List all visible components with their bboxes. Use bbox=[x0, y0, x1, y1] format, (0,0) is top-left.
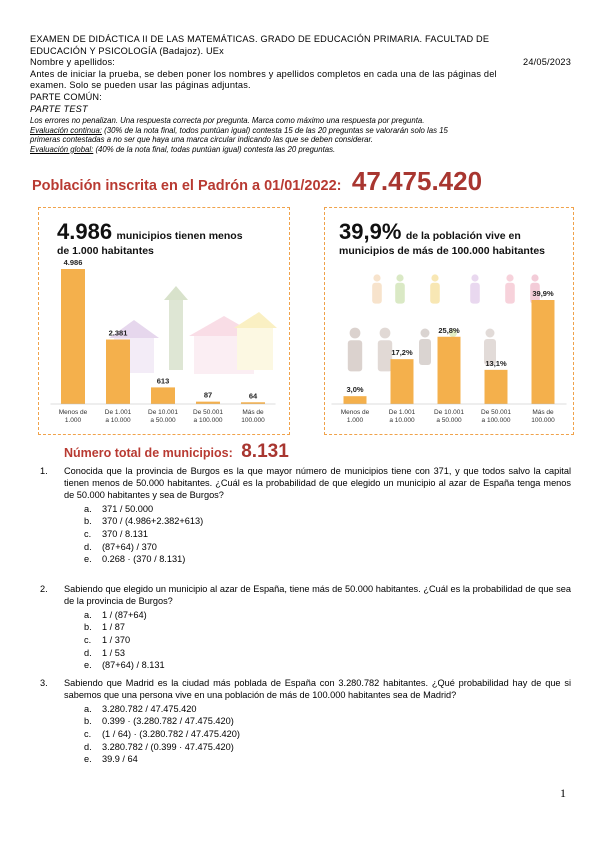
option-letter: e. bbox=[84, 754, 92, 765]
option-a[interactable] bbox=[40, 610, 571, 623]
category-label: Menos de bbox=[340, 409, 370, 416]
instruction-line-2: examen. Solo se pueden usar las páginas adjuntas. bbox=[30, 80, 251, 91]
option-text: 370 / (4.986+2.382+613) bbox=[102, 516, 204, 527]
municipalities-chart-panel bbox=[38, 207, 290, 435]
option-text: (87+64) / 370 bbox=[102, 541, 157, 552]
bar-3 bbox=[196, 402, 220, 404]
bar-value-label: 87 bbox=[203, 390, 213, 400]
bar-value-label: 4.986 bbox=[63, 258, 83, 267]
option-text: 1 / 87 bbox=[102, 622, 125, 633]
rule-continuous bbox=[30, 126, 571, 136]
roof-shape bbox=[164, 286, 188, 300]
question-number: 3. bbox=[40, 678, 48, 688]
category-label: a 10.000 bbox=[389, 417, 415, 424]
question-stem: Sabiendo que Madrid es la ciudad más poblada de España con 3.280.782 habitantes. ¿Qué probabilidad hay de que si sabemos que una persona vive en una población de más de 100.000 habitantes sea de Madrid? bbox=[64, 678, 571, 700]
person-head bbox=[350, 328, 361, 339]
option-d[interactable] bbox=[40, 742, 571, 755]
option-letter: a. bbox=[84, 609, 92, 620]
option-c[interactable] bbox=[40, 635, 571, 648]
question-number: 1. bbox=[40, 466, 48, 476]
person-head bbox=[471, 274, 478, 281]
category-label: 100.000 bbox=[241, 417, 265, 424]
person-body bbox=[505, 283, 515, 304]
option-letter: a. bbox=[84, 503, 92, 514]
category-label: Menos de bbox=[58, 409, 88, 416]
person-body bbox=[419, 339, 431, 365]
category-label: 100.000 bbox=[531, 417, 555, 424]
subsection-title: PARTE TEST bbox=[30, 103, 88, 114]
village-illustration bbox=[109, 286, 277, 374]
category-label: a 10.000 bbox=[105, 417, 131, 424]
option-text: 370 / 8.131 bbox=[102, 528, 148, 539]
bar-2 bbox=[438, 337, 461, 404]
bar-value-label: 2.381 bbox=[108, 328, 128, 338]
person-body bbox=[348, 340, 362, 371]
house-shape bbox=[237, 328, 273, 370]
chart-title-text-1: municipios tienen menos bbox=[116, 230, 243, 242]
person-body bbox=[372, 283, 382, 304]
chart-title-text-1: de la población vive en bbox=[405, 230, 521, 242]
category-label: 1.000 bbox=[346, 417, 364, 424]
exam-date: 24/05/2023 bbox=[523, 57, 571, 68]
category-label: De 1.001 bbox=[104, 409, 132, 416]
question-number: 2. bbox=[40, 584, 48, 594]
question-stem: Conocida que la provincia de Burgos es la que mayor número de municipios tiene con 371, y que todos salvo la capital tienen menos de 50.000 habitantes. ¿Cuál es la probabilidad de que elegido un municipio al azar de España tenga menos de 50.000 habitantes y sea de Burgos? bbox=[64, 466, 571, 500]
rule-general: Los errores no penalizan. Una respuesta correcta por pregunta. Marca como máximo una respuesta por pregunta. bbox=[30, 116, 425, 125]
exam-rules bbox=[30, 116, 571, 154]
person-head bbox=[380, 328, 391, 339]
person-head bbox=[506, 274, 513, 281]
exam-header bbox=[30, 34, 571, 115]
bar-4 bbox=[532, 300, 555, 404]
total-label: Número total de municipios: bbox=[64, 446, 233, 460]
population-chart-panel bbox=[324, 207, 574, 435]
category-label: a 50.000 bbox=[436, 417, 462, 424]
person-head bbox=[396, 274, 403, 281]
option-d[interactable] bbox=[40, 542, 571, 555]
question-1 bbox=[40, 466, 571, 567]
bar-value-label: 3,0% bbox=[346, 385, 364, 395]
option-text: 0.399 · (3.280.782 / 47.475.420) bbox=[102, 716, 234, 727]
rule-global-text: (40% de la nota final, todas puntúan igual) contesta las 20 preguntas. bbox=[93, 144, 336, 154]
instruction-line-1: Antes de iniciar la prueba, se deben poner los nombres y apellidos completos en cada una de las páginas del bbox=[30, 68, 497, 79]
category-label: Más de bbox=[532, 409, 554, 416]
option-text: 0.268 · (370 / 8.131) bbox=[102, 554, 186, 565]
population-label: Población inscrita en el Padrón a 01/01/2022: bbox=[32, 178, 342, 194]
tower-shape bbox=[169, 300, 183, 370]
rule-global-label: Evaluación global: bbox=[30, 144, 94, 154]
rule-continuous-text: (30% de la nota final, todos puntúan igual) contesta 15 de las 20 preguntas se valorarán solo las 15 bbox=[101, 125, 448, 135]
population-chart-title bbox=[339, 219, 545, 257]
category-label: a 100.000 bbox=[481, 417, 511, 424]
bar-value-label: 25,8% bbox=[438, 325, 460, 335]
option-b[interactable] bbox=[40, 716, 571, 729]
option-text: 1 / (87+64) bbox=[102, 609, 147, 620]
bar-value-label: 613 bbox=[156, 376, 170, 386]
person-head bbox=[421, 329, 430, 338]
roof-shape bbox=[234, 312, 277, 328]
category-label: Más de bbox=[242, 409, 264, 416]
header-line-2: EDUCACIÓN Y PSICOLOGÍA (Badajoz). UEx bbox=[30, 45, 224, 56]
name-date-row bbox=[30, 57, 571, 69]
bar-0 bbox=[344, 396, 367, 404]
chart-title-highlight: 4.986 bbox=[57, 219, 113, 244]
population-value: 47.475.420 bbox=[351, 166, 483, 196]
option-b[interactable] bbox=[40, 516, 571, 529]
option-letter: b. bbox=[84, 622, 92, 633]
option-a[interactable] bbox=[40, 704, 571, 717]
bar-value-label: 13,1% bbox=[485, 358, 507, 368]
option-letter: e. bbox=[84, 554, 92, 565]
person-head bbox=[431, 274, 438, 281]
option-a[interactable] bbox=[40, 504, 571, 517]
option-letter: d. bbox=[84, 741, 92, 752]
option-letter: c. bbox=[84, 729, 92, 739]
section-title: PARTE COMÚN: bbox=[30, 91, 102, 102]
option-e[interactable] bbox=[40, 754, 571, 767]
option-letter: d. bbox=[84, 541, 92, 552]
rule-continuous-text-2: primeras contestadas a no ser que haya una marca circular indicando las que se deben considerar. bbox=[30, 135, 373, 145]
category-label: De 10.001 bbox=[434, 409, 464, 416]
category-label: De 50.001 bbox=[193, 409, 223, 416]
option-b[interactable] bbox=[40, 622, 571, 635]
answer-options bbox=[40, 610, 571, 673]
chart-title-text-2: municipios de más de 100.000 habitantes bbox=[339, 245, 545, 257]
chart-title-highlight: 39,9% bbox=[339, 219, 402, 244]
option-e[interactable] bbox=[40, 660, 571, 673]
person-body bbox=[395, 283, 405, 304]
question-stem: Sabiendo que elegido un municipio al azar de España, tiene más de 50.000 habitantes. ¿Cuál es la probabilidad de que sea de la provincia de Burgos? bbox=[64, 584, 571, 606]
category-label: De 1.001 bbox=[388, 409, 416, 416]
question-3 bbox=[40, 678, 571, 767]
municipalities-chart-title bbox=[57, 219, 243, 257]
option-d[interactable] bbox=[40, 648, 571, 661]
option-text: 371 / 50.000 bbox=[102, 503, 154, 514]
option-text: (1 / 64) · (3.280.782 / 47.475.420) bbox=[102, 729, 240, 739]
option-c[interactable] bbox=[40, 729, 571, 742]
total-value: 8.131 bbox=[241, 441, 289, 462]
bar-1 bbox=[106, 340, 130, 404]
option-text: 1 / 53 bbox=[102, 647, 125, 658]
option-text: 3.280.782 / 47.475.420 bbox=[102, 703, 197, 714]
answer-options bbox=[40, 704, 571, 767]
bar-value-label: 17,2% bbox=[391, 348, 413, 358]
category-label: 1.000 bbox=[64, 417, 82, 424]
person-body bbox=[378, 340, 392, 371]
option-letter: c. bbox=[84, 635, 92, 645]
question-2 bbox=[40, 584, 571, 673]
rule-global bbox=[30, 145, 571, 155]
name-label: Nombre y apellidos: bbox=[30, 57, 115, 68]
option-letter: a. bbox=[84, 703, 92, 714]
bar-value-label: 64 bbox=[248, 391, 258, 401]
option-letter: d. bbox=[84, 647, 92, 658]
bar-2 bbox=[151, 387, 175, 404]
option-letter: b. bbox=[84, 716, 92, 727]
option-text: 39.9 / 64 bbox=[102, 754, 138, 765]
category-label: De 10.001 bbox=[148, 409, 178, 416]
category-label: a 100.000 bbox=[193, 417, 223, 424]
population-banner bbox=[32, 166, 482, 197]
person-head bbox=[373, 274, 380, 281]
option-text: 3.280.782 / (0.399 · 47.475.420) bbox=[102, 741, 234, 752]
option-e[interactable] bbox=[40, 554, 571, 567]
answer-options bbox=[40, 504, 571, 567]
option-text: 1 / 370 bbox=[102, 635, 131, 645]
person-head bbox=[531, 274, 538, 281]
category-label: a 50.000 bbox=[150, 417, 176, 424]
total-municipalities bbox=[64, 441, 289, 463]
person-body bbox=[470, 283, 480, 304]
rule-continuous-label: Evaluación continua: bbox=[30, 125, 102, 135]
page-number: 1 bbox=[560, 786, 566, 800]
chart-title-text-2: de 1.000 habitantes bbox=[57, 245, 154, 257]
person-head bbox=[486, 329, 495, 338]
bar-1 bbox=[391, 359, 414, 404]
header-line-1: EXAMEN DE DIDÁCTICA II DE LAS MATEMÁTICAS. GRADO DE EDUCACIÓN PRIMARIA. FACULTAD DE bbox=[30, 34, 490, 44]
person-body bbox=[430, 283, 440, 304]
option-text: (87+64) / 8.131 bbox=[102, 660, 165, 671]
option-letter: e. bbox=[84, 660, 92, 671]
category-label: De 50.001 bbox=[481, 409, 511, 416]
option-c[interactable] bbox=[40, 529, 571, 542]
bar-value-label: 39,9% bbox=[532, 289, 554, 298]
bar-0 bbox=[61, 269, 85, 404]
bar-3 bbox=[485, 370, 508, 404]
option-letter: b. bbox=[84, 516, 92, 527]
option-letter: c. bbox=[84, 528, 92, 539]
